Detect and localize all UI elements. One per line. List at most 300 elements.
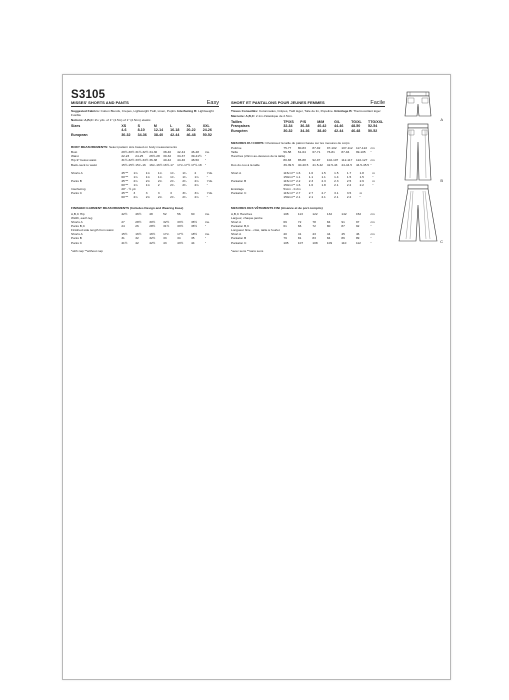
table-cell: 150cm** <box>283 195 296 200</box>
table-cell: 32 <box>135 236 139 241</box>
table-cell: 2¾ <box>182 182 187 187</box>
table-cell: 108 <box>312 240 318 245</box>
table-cell: cm <box>370 211 375 216</box>
row-label: Pantalon B,C <box>231 224 250 229</box>
table-cell: 1.6 <box>296 182 301 187</box>
table-cell: " <box>370 150 372 155</box>
table-cell: 60 <box>191 211 195 216</box>
table-cell: 97-102 <box>326 146 337 151</box>
view-label-a: A <box>440 117 443 122</box>
table-cell: 39-41½ <box>191 154 202 159</box>
table-cell: G/L <box>334 119 341 124</box>
table-cell: " <box>372 174 374 179</box>
table-cell: Yds. <box>206 191 213 196</box>
row-label: Pants B,C <box>71 224 85 229</box>
table-cell: ins. <box>205 232 210 237</box>
table-cell: L <box>170 123 173 128</box>
table-cell: 22-23 <box>121 154 130 159</box>
french-header <box>231 101 385 107</box>
table-cell: 16¼-16½ <box>149 162 163 167</box>
table-cell: 102-107 <box>326 158 339 163</box>
english-title: MISSES' SHORTS AND PANTS <box>71 100 129 105</box>
row-label: Tailles <box>231 119 242 124</box>
table-cell: 107 <box>297 240 304 245</box>
table-cell: 61-64 <box>297 150 306 155</box>
french-finished-table <box>231 212 385 245</box>
row-label: Pants C <box>71 240 83 245</box>
table-cell: 45"** <box>121 178 129 183</box>
table-cell: " <box>206 182 208 187</box>
row-label: Pantalon B <box>231 236 247 241</box>
row-label: Shorts A <box>71 220 83 225</box>
table-cell: 2¾ <box>157 195 163 200</box>
table-cell: cm <box>370 220 375 225</box>
table-cell: 2.7 <box>321 191 326 196</box>
table-cell: 2.2 <box>346 182 352 187</box>
table-cell: 52-54 <box>368 124 378 129</box>
table-cell: " <box>205 224 207 229</box>
table-cell: 1¾ <box>194 174 199 179</box>
english-size-table <box>71 124 219 138</box>
french-fabrics: Tissus Conseillés: Cotonnades, Crêpes, Twill léger, Toile de lin, Popeline. Entoilage B: Thermocollant léger <box>231 108 381 113</box>
table-cell: 40-42 <box>317 124 327 129</box>
table-cell: 115cm** <box>283 191 295 196</box>
table-cell: 108 <box>283 211 289 216</box>
pants-c-illustration <box>393 183 443 245</box>
table-cell: 40 <box>283 232 287 237</box>
table-cell: 60"** <box>121 195 129 200</box>
table-cell: 30-32 <box>283 128 293 133</box>
table-cell: 34-37 <box>177 154 186 159</box>
row-label: Hanches (23cm au-dessous de la taille) <box>231 154 286 159</box>
table-cell: 2 <box>157 182 160 187</box>
table-cell: 33½ <box>177 220 184 225</box>
table-row <box>231 241 385 245</box>
table-cell: 2¾ <box>145 178 151 183</box>
table-cell: 2.2 <box>346 195 352 200</box>
table-cell: cm <box>370 232 375 237</box>
table-cell: " <box>370 236 372 241</box>
table-cell: 1.5 <box>346 174 352 179</box>
table-cell: 15¾-16 <box>135 162 146 167</box>
row-label: Longueur finie - côté, taille à l'ourlet <box>231 228 280 233</box>
table-cell: 24-26 <box>202 128 212 133</box>
table-cell: 30½ <box>149 220 156 225</box>
table-cell: 89 <box>355 236 360 241</box>
english-notions: Notions: A,B,C: 2¼ yds. of 1" (2.5m) of 1" (2.5cm) elastic. <box>71 118 152 123</box>
table-cell: 44-44.5 <box>341 162 352 167</box>
table-cell: 84 <box>326 236 331 241</box>
table-cell: 46-48 <box>351 128 361 133</box>
table-cell: 44-46 <box>177 158 186 163</box>
table-cell: 48 <box>149 211 153 216</box>
table-cell: 2¾ <box>157 178 163 183</box>
table-cell: 1¾ <box>182 170 187 175</box>
row-label: A,B,C Hanches <box>231 211 253 216</box>
table-cell: 20" - ½ yd. <box>121 187 137 191</box>
table-cell: 45 <box>341 232 345 237</box>
table-cell: 26½-28 <box>149 154 160 159</box>
row-label: Poitrine <box>231 146 242 151</box>
table-cell: 39-39.5 <box>283 162 294 167</box>
row-label: Dos du cou à la taille <box>231 162 260 167</box>
table-cell: 2¾ <box>170 195 175 200</box>
table-cell: XXL <box>202 123 210 128</box>
table-cell: 60"** <box>121 182 129 187</box>
table-cell: 31 <box>121 236 125 241</box>
table-cell: 29½-30½ <box>121 150 135 155</box>
table-cell: 1.6 <box>296 170 301 175</box>
table-cell: 41 <box>297 232 302 237</box>
table-cell: 18½ <box>191 232 198 237</box>
table-cell: 86 <box>341 236 345 241</box>
english-body-table <box>71 150 219 166</box>
table-cell: TG/XL <box>351 119 362 124</box>
english-header <box>71 101 219 107</box>
table-cell: " <box>206 195 208 200</box>
table-cell: 61 <box>283 224 287 229</box>
table-cell: 2.7 <box>308 191 314 196</box>
table-cell: " <box>205 240 207 245</box>
table-cell: 69 <box>283 220 287 225</box>
french-level: Facile <box>370 100 385 106</box>
english-column <box>71 89 219 254</box>
table-cell: 30-32 <box>121 133 131 138</box>
table-cell: ins. <box>205 211 210 216</box>
table-cell: 1.5 <box>321 170 326 175</box>
table-cell: 2¾ <box>182 178 187 183</box>
view-label-c: C <box>440 239 443 244</box>
row-label: Hip-9" below waist <box>71 158 97 163</box>
table-cell: 1¾ <box>182 174 187 179</box>
table-cell: 43½ <box>177 240 184 245</box>
table-cell: 17¼ <box>163 232 170 237</box>
table-cell: 87-94 <box>341 150 350 155</box>
table-cell: m <box>359 191 363 196</box>
table-cell: 42-44 <box>177 150 186 155</box>
table-cell: 80-83 <box>297 146 306 151</box>
table-cell: 43 <box>163 240 167 245</box>
table-cell: 17¼-17½ <box>177 162 191 167</box>
table-cell: 67-71 <box>312 150 321 155</box>
table-cell: 50-52 <box>368 128 378 133</box>
french-notions: Mercerie: A,B,C: 2.1m d'élastique de 2.5cm. <box>231 114 293 119</box>
table-cell: 1.1 <box>308 174 314 179</box>
table-cell: 27 <box>121 220 125 225</box>
table-cell: 2.1 <box>334 195 339 200</box>
table-cell: 15½-15½ <box>121 162 135 167</box>
table-cell: 3.5 <box>346 191 352 196</box>
table-cell: 16½ <box>135 232 142 237</box>
table-cell: 112-117 <box>341 158 353 163</box>
table-cell: Yds. <box>206 170 213 175</box>
table-cell: ins. <box>205 220 210 225</box>
table-cell: 46-48 <box>186 133 196 138</box>
pants-b-illustration <box>393 122 443 184</box>
table-cell: M/M <box>317 119 325 124</box>
table-cell: 1.8 <box>321 182 326 187</box>
table-cell: 28½ <box>135 220 142 225</box>
table-cell: 80-83 <box>283 158 292 163</box>
table-cell: 44 <box>191 240 195 245</box>
table-cell: 48-50 <box>191 158 199 163</box>
table-cell: 44 <box>326 232 331 237</box>
table-cell: 46-48 <box>191 150 199 155</box>
table-cell: 15½ <box>121 232 128 237</box>
french-footnote: *avec sens **sans sens <box>231 248 264 253</box>
table-cell: 2.3 <box>334 178 339 183</box>
table-cell: 24-25 <box>135 154 144 159</box>
table-cell: 3 <box>157 191 160 196</box>
row-label: European <box>71 133 88 138</box>
table-cell: 56-58 <box>283 150 292 155</box>
row-label: Pantalon C <box>231 240 247 245</box>
table-cell: 105 <box>283 240 289 245</box>
table-cell: 76-81 <box>326 150 335 155</box>
table-cell: XL <box>186 123 192 128</box>
table-cell: 31½-32½ <box>135 150 149 155</box>
table-cell: 1¾ <box>145 182 151 187</box>
table-cell: 34 <box>177 236 181 241</box>
table-cell: 75-77 <box>283 146 292 151</box>
table-cell: " <box>205 158 207 163</box>
row-label: Short A <box>231 232 242 237</box>
table-cell: 2.3 <box>321 178 326 183</box>
table-cell: 38-40 <box>153 133 164 138</box>
table-cell: m <box>372 170 375 175</box>
table-cell: 2 <box>194 170 197 175</box>
table-cell: 91 <box>341 220 345 225</box>
table-cell: 2.5 <box>346 178 352 183</box>
table-cell: 20-22 <box>186 128 196 133</box>
table-cell: 1¾ <box>133 170 138 175</box>
table-cell: 83 <box>312 236 316 241</box>
table-cell: 87 <box>341 224 345 229</box>
table-cell: 92-97 <box>312 158 321 163</box>
table-cell: 1.8 <box>359 170 364 175</box>
table-cell: 1.7 <box>346 170 352 175</box>
table-cell: 30-32 <box>163 154 172 159</box>
row-label: Pants C <box>71 191 83 196</box>
row-label: Width, each leg <box>71 215 93 220</box>
table-cell: 2¾ <box>133 178 138 183</box>
row-label: Short A <box>231 220 242 225</box>
table-cell: 1.1 <box>321 174 326 179</box>
table-cell: TP/XS <box>283 119 294 124</box>
table-cell: 81 <box>297 236 302 241</box>
row-label: Françaises <box>231 124 250 129</box>
table-cell: 2.3 <box>308 178 314 183</box>
table-cell: 87-92 <box>312 146 321 151</box>
table-cell: 80 <box>326 224 331 229</box>
table-cell: 42½ <box>121 211 128 216</box>
table-cell: 45"** <box>121 191 129 196</box>
table-cell: 8-10 <box>137 128 145 133</box>
table-cell: XS <box>121 123 127 128</box>
table-cell: ins. <box>205 150 210 155</box>
table-row <box>231 163 385 167</box>
table-cell: " <box>205 162 207 167</box>
table-cell: 2¾ <box>133 195 138 200</box>
table-cell: 3 <box>133 191 136 196</box>
table-cell: " <box>359 195 361 200</box>
table-cell: 3 <box>170 191 172 196</box>
table-cell: 85-88 <box>297 158 306 163</box>
table-cell: 1.5 <box>334 170 339 175</box>
table-cell: 2¾ <box>194 195 199 200</box>
english-body-title: BODY MEASUREMENTS: Select pattern size based on body measurements <box>71 144 177 149</box>
row-label: Pants B <box>71 178 82 183</box>
table-cell: 31½ <box>163 224 170 229</box>
table-row <box>71 163 219 167</box>
table-cell: 56 <box>177 211 181 216</box>
table-cell: 51cm - 0.2m <box>283 187 301 191</box>
table-cell: 2¾ <box>170 178 175 183</box>
pattern-sheet <box>62 74 451 680</box>
table-cell: 36-38 <box>149 158 158 163</box>
table-cell: 44-46 <box>334 124 344 129</box>
table-cell: 2.9 <box>359 178 364 183</box>
table-cell: 36½ <box>191 224 198 229</box>
row-label: Waist <box>71 154 79 159</box>
table-cell: 32½ <box>149 236 156 241</box>
table-cell: 36½ <box>191 220 198 225</box>
table-cell: Yds. <box>206 178 213 183</box>
table-cell: 122 <box>312 211 318 216</box>
table-cell: " <box>205 154 207 159</box>
english-fabrics: Suggested Fabrics: Cotton Blends, Crepes, Lightweight Twill, Linen, Poplin. Interfacing B: Lightweight Fusible <box>71 108 214 117</box>
table-cell: 2.1 <box>321 195 326 200</box>
table-cell: 66 <box>297 224 302 229</box>
table-cell: cm <box>370 146 375 151</box>
table-cell: 1¾ <box>170 170 175 175</box>
row-label: Entoilage <box>231 187 244 191</box>
french-finished-title: MESURES DES VÊTEMENTS FINI (Aisance et de port compris) <box>231 206 323 211</box>
table-cell: 42 <box>135 240 139 245</box>
table-cell: 16-18 <box>170 128 180 133</box>
table-cell: " <box>370 224 372 229</box>
table-cell: 117-122 <box>355 146 368 151</box>
table-cell: 109 <box>326 240 333 245</box>
table-cell: 1¾ <box>157 170 163 175</box>
table-cell: 40-42 <box>163 158 172 163</box>
french-size-table <box>231 120 385 134</box>
table-cell: 1¾ <box>157 174 163 179</box>
table-cell: TTG/XXL <box>368 119 384 124</box>
table-cell: 1.6 <box>308 170 314 175</box>
table-cell: 2.1 <box>334 182 339 187</box>
table-cell: 42-44 <box>334 128 344 133</box>
table-cell: 97 <box>355 220 360 225</box>
table-cell: M <box>153 123 157 128</box>
table-cell: 48-50 <box>351 124 361 129</box>
table-cell: 28½ <box>149 224 156 229</box>
table-cell: 1¾ <box>170 174 175 179</box>
table-cell: 12-14 <box>153 128 164 133</box>
table-cell: 24 <box>121 224 125 229</box>
table-cell: 32½ <box>163 220 170 225</box>
table-cell: 34-36 <box>137 133 147 138</box>
table-cell: 84 <box>326 220 331 225</box>
table-cell: 60"** <box>121 174 129 179</box>
table-cell: 1¾ <box>145 174 151 179</box>
table-cell: 26 <box>135 224 139 229</box>
english-finished-table <box>71 212 219 245</box>
table-cell: 2¾ <box>194 178 199 183</box>
table-row <box>71 158 219 162</box>
table-cell: 79 <box>283 236 287 241</box>
table-cell: 1.4 <box>334 174 339 179</box>
table-cell: 150cm** <box>283 182 296 187</box>
table-cell: 17½ <box>177 232 184 237</box>
table-cell: 72 <box>297 220 302 225</box>
french-body-table <box>231 146 385 166</box>
table-cell: " <box>370 162 372 167</box>
table-cell: 34-36 <box>149 150 158 155</box>
table-cell: 107-112 <box>341 146 353 151</box>
table-cell: 132 <box>326 211 333 216</box>
row-label: Pants B <box>71 236 82 241</box>
table-cell: 1¾ <box>133 174 138 179</box>
table-cell: 3¾ <box>194 191 199 196</box>
table-cell: 17½-18 <box>191 162 202 167</box>
table-cell: 35 <box>191 236 195 241</box>
table-cell: 99-105 <box>355 150 366 155</box>
french-yardage-table <box>231 171 385 200</box>
table-cell: " <box>205 236 207 241</box>
row-label: Shorts A <box>71 170 83 175</box>
table-cell: 42-44 <box>170 133 180 138</box>
table-cell: 41.5-42 <box>312 162 323 167</box>
table-cell: " <box>370 240 372 245</box>
row-label: Back-neck to waist <box>71 162 97 167</box>
table-cell: 2.1 <box>296 195 301 200</box>
row-label: Pantalon C <box>231 191 247 196</box>
table-cell: m <box>372 178 375 183</box>
table-cell: 1¾ <box>133 182 138 187</box>
view-illustrations <box>393 89 443 244</box>
table-cell: 34-36 <box>300 128 310 133</box>
table-cell: cm <box>370 158 375 163</box>
table-cell: P/S <box>300 119 307 124</box>
table-cell: 38-40 <box>163 150 172 155</box>
table-cell: 52 <box>163 211 167 216</box>
table-cell: 1.1 <box>296 174 301 179</box>
table-cell: 3.1 <box>334 191 339 196</box>
row-label: Short A <box>231 170 242 175</box>
table-row <box>71 241 219 245</box>
table-cell: 31½-32½ <box>121 158 135 163</box>
row-label: Pantalon B <box>231 178 247 183</box>
table-cell: 110 <box>341 240 347 245</box>
table-cell: 2.2 <box>359 182 364 187</box>
table-cell: 33 <box>163 236 167 241</box>
table-cell: 2.7 <box>296 191 301 196</box>
table-cell: 46½ <box>135 211 142 216</box>
table-cell: 33½-34½ <box>135 158 149 163</box>
table-cell: 46 <box>355 232 360 237</box>
row-label: Taille <box>231 150 239 155</box>
table-cell: 2¾ <box>170 182 175 187</box>
table-cell: 115cm** <box>283 170 295 175</box>
french-body-title: MESURES DU CORPS: Choisissez la taille du patron basée sur les mesures de corps <box>231 140 350 145</box>
pattern-code: S3105 <box>71 89 106 101</box>
table-cell: " <box>206 174 208 179</box>
table-cell: 122-127 <box>355 158 368 163</box>
table-cell: 38-40 <box>317 128 327 133</box>
table-cell: 1.5 <box>359 174 364 179</box>
table-cell: 33½ <box>177 224 184 229</box>
